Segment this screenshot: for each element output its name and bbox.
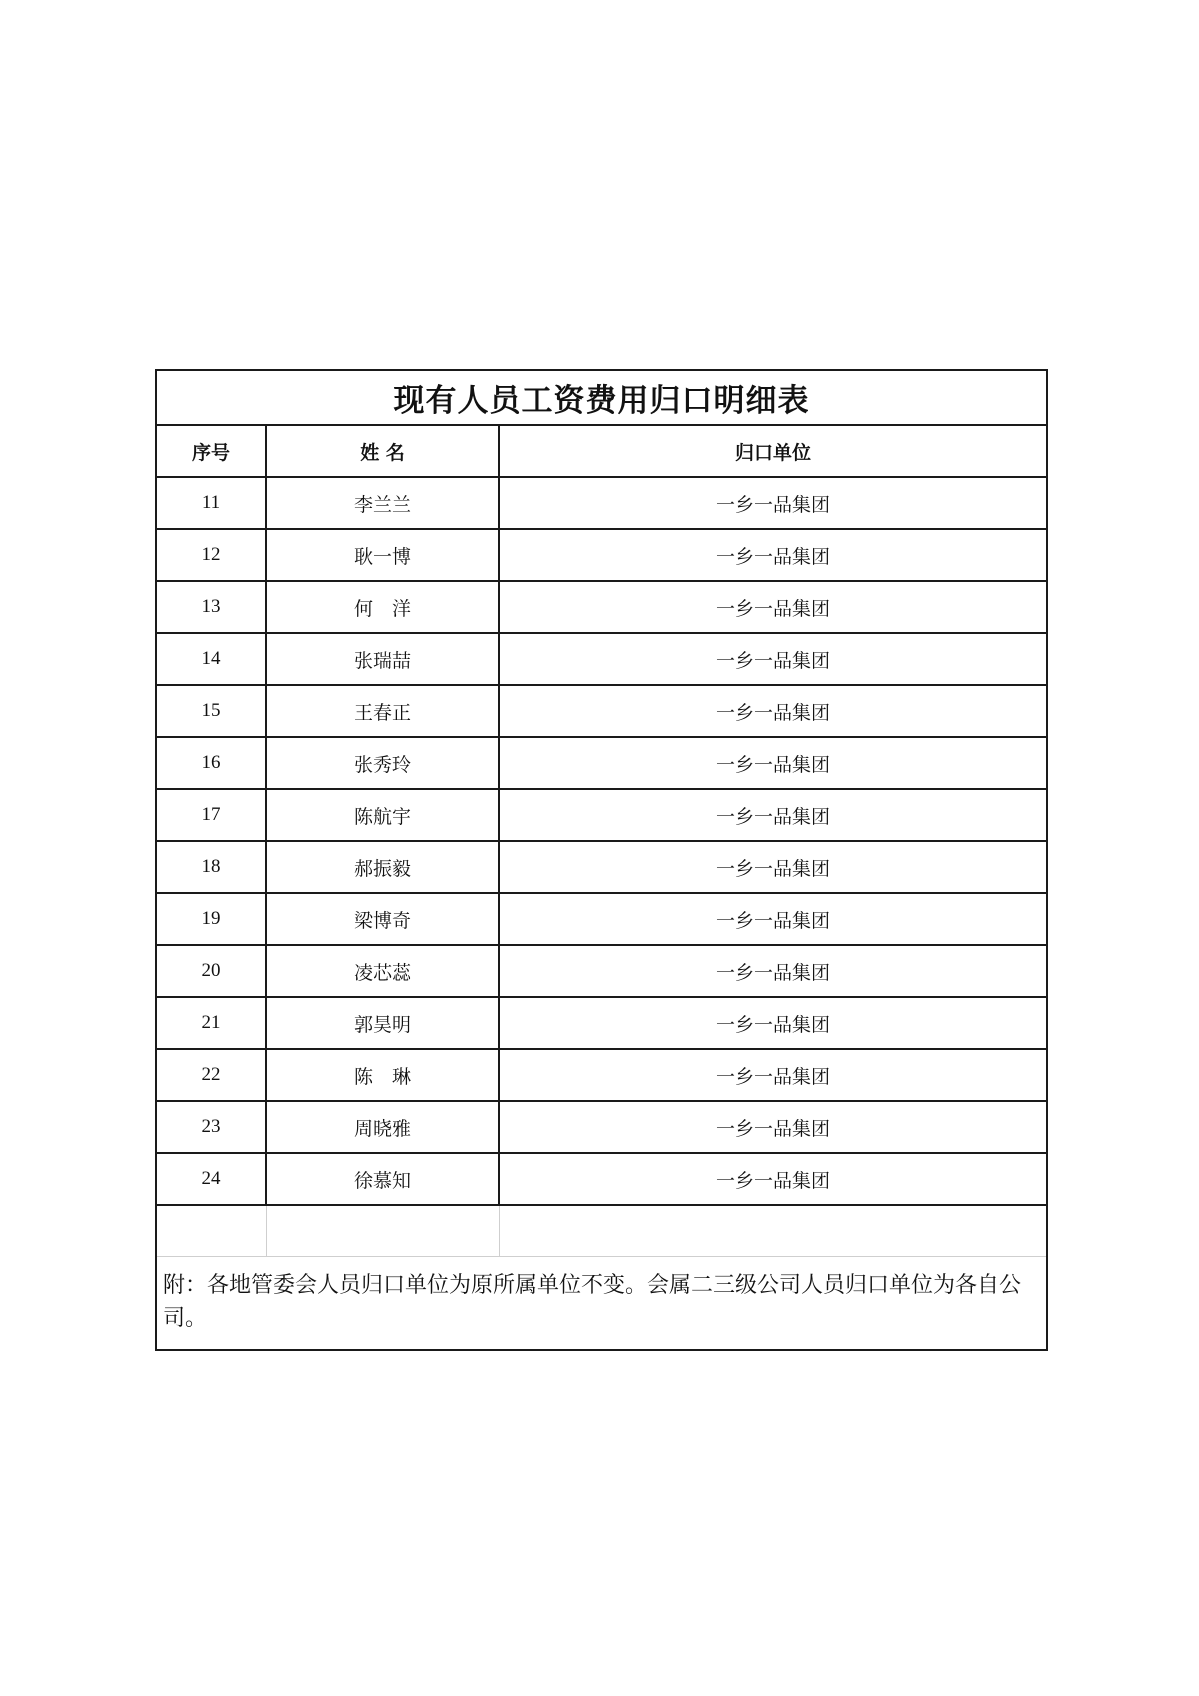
cell-serial-number: 20 xyxy=(157,945,266,997)
table-row xyxy=(157,581,1046,633)
cell-serial-number: 14 xyxy=(157,633,266,685)
table-row xyxy=(157,1153,1046,1205)
cell-name: 郝振毅 xyxy=(266,841,499,893)
cell-serial-number: 17 xyxy=(157,789,266,841)
table-row xyxy=(157,945,1046,997)
header-serial-number: 序号 xyxy=(157,426,266,477)
cell-attribution-unit: 一乡一品集团 xyxy=(499,477,1046,529)
table-row xyxy=(157,633,1046,685)
salary-attribution-sheet xyxy=(155,369,1048,1351)
table-row xyxy=(157,1101,1046,1153)
cell-attribution-unit: 一乡一品集团 xyxy=(499,529,1046,581)
cell-name: 王春正 xyxy=(266,685,499,737)
cell-attribution-unit: 一乡一品集团 xyxy=(499,945,1046,997)
cell-serial-number: 21 xyxy=(157,997,266,1049)
cell-attribution-unit: 一乡一品集团 xyxy=(499,1049,1046,1101)
cell-serial-number: 12 xyxy=(157,529,266,581)
cell-attribution-unit: 一乡一品集团 xyxy=(499,841,1046,893)
table-row xyxy=(157,1049,1046,1101)
cell-serial-number: 13 xyxy=(157,581,266,633)
cell-attribution-unit: 一乡一品集团 xyxy=(499,1101,1046,1153)
empty-cell xyxy=(157,1205,266,1257)
cell-attribution-unit: 一乡一品集团 xyxy=(499,893,1046,945)
cell-name: 李兰兰 xyxy=(266,477,499,529)
header-name: 姓 名 xyxy=(266,426,499,477)
empty-cell xyxy=(499,1205,1046,1257)
cell-serial-number: 19 xyxy=(157,893,266,945)
header-row xyxy=(157,426,1046,477)
cell-serial-number: 16 xyxy=(157,737,266,789)
cell-attribution-unit: 一乡一品集团 xyxy=(499,633,1046,685)
cell-attribution-unit: 一乡一品集团 xyxy=(499,685,1046,737)
cell-serial-number: 11 xyxy=(157,477,266,529)
table-body xyxy=(157,477,1046,1257)
table-row xyxy=(157,685,1046,737)
table-row xyxy=(157,997,1046,1049)
footnote: 附：各地管委会人员归口单位为原所属单位不变。会属二三级公司人员归口单位为各自公司。 xyxy=(163,1273,1022,1331)
cell-attribution-unit: 一乡一品集团 xyxy=(499,737,1046,789)
empty-row xyxy=(157,1205,1046,1257)
cell-serial-number: 22 xyxy=(157,1049,266,1101)
empty-cell xyxy=(266,1205,499,1257)
table-row xyxy=(157,841,1046,893)
cell-name: 陈航宇 xyxy=(266,789,499,841)
cell-serial-number: 15 xyxy=(157,685,266,737)
cell-name: 徐慕知 xyxy=(266,1153,499,1205)
cell-name: 梁博奇 xyxy=(266,893,499,945)
cell-name: 何 洋 xyxy=(266,581,499,633)
table-title: 现有人员工资费用归口明细表 xyxy=(157,371,1046,426)
cell-name: 陈 琳 xyxy=(266,1049,499,1101)
table-row xyxy=(157,737,1046,789)
cell-attribution-unit: 一乡一品集团 xyxy=(499,789,1046,841)
table-row xyxy=(157,789,1046,841)
table-row xyxy=(157,529,1046,581)
cell-attribution-unit: 一乡一品集团 xyxy=(499,997,1046,1049)
cell-name: 郭昊明 xyxy=(266,997,499,1049)
table-row xyxy=(157,893,1046,945)
cell-name: 周晓雅 xyxy=(266,1101,499,1153)
cell-name: 张秀玲 xyxy=(266,737,499,789)
cell-serial-number: 23 xyxy=(157,1101,266,1153)
cell-serial-number: 24 xyxy=(157,1153,266,1205)
cell-attribution-unit: 一乡一品集团 xyxy=(499,1153,1046,1205)
cell-name: 耿一博 xyxy=(266,529,499,581)
detail-table xyxy=(157,426,1046,1257)
cell-name: 凌芯蕊 xyxy=(266,945,499,997)
header-attribution-unit: 归口单位 xyxy=(499,426,1046,477)
cell-attribution-unit: 一乡一品集团 xyxy=(499,581,1046,633)
cell-name: 张瑞喆 xyxy=(266,633,499,685)
table-row xyxy=(157,477,1046,529)
cell-serial-number: 18 xyxy=(157,841,266,893)
